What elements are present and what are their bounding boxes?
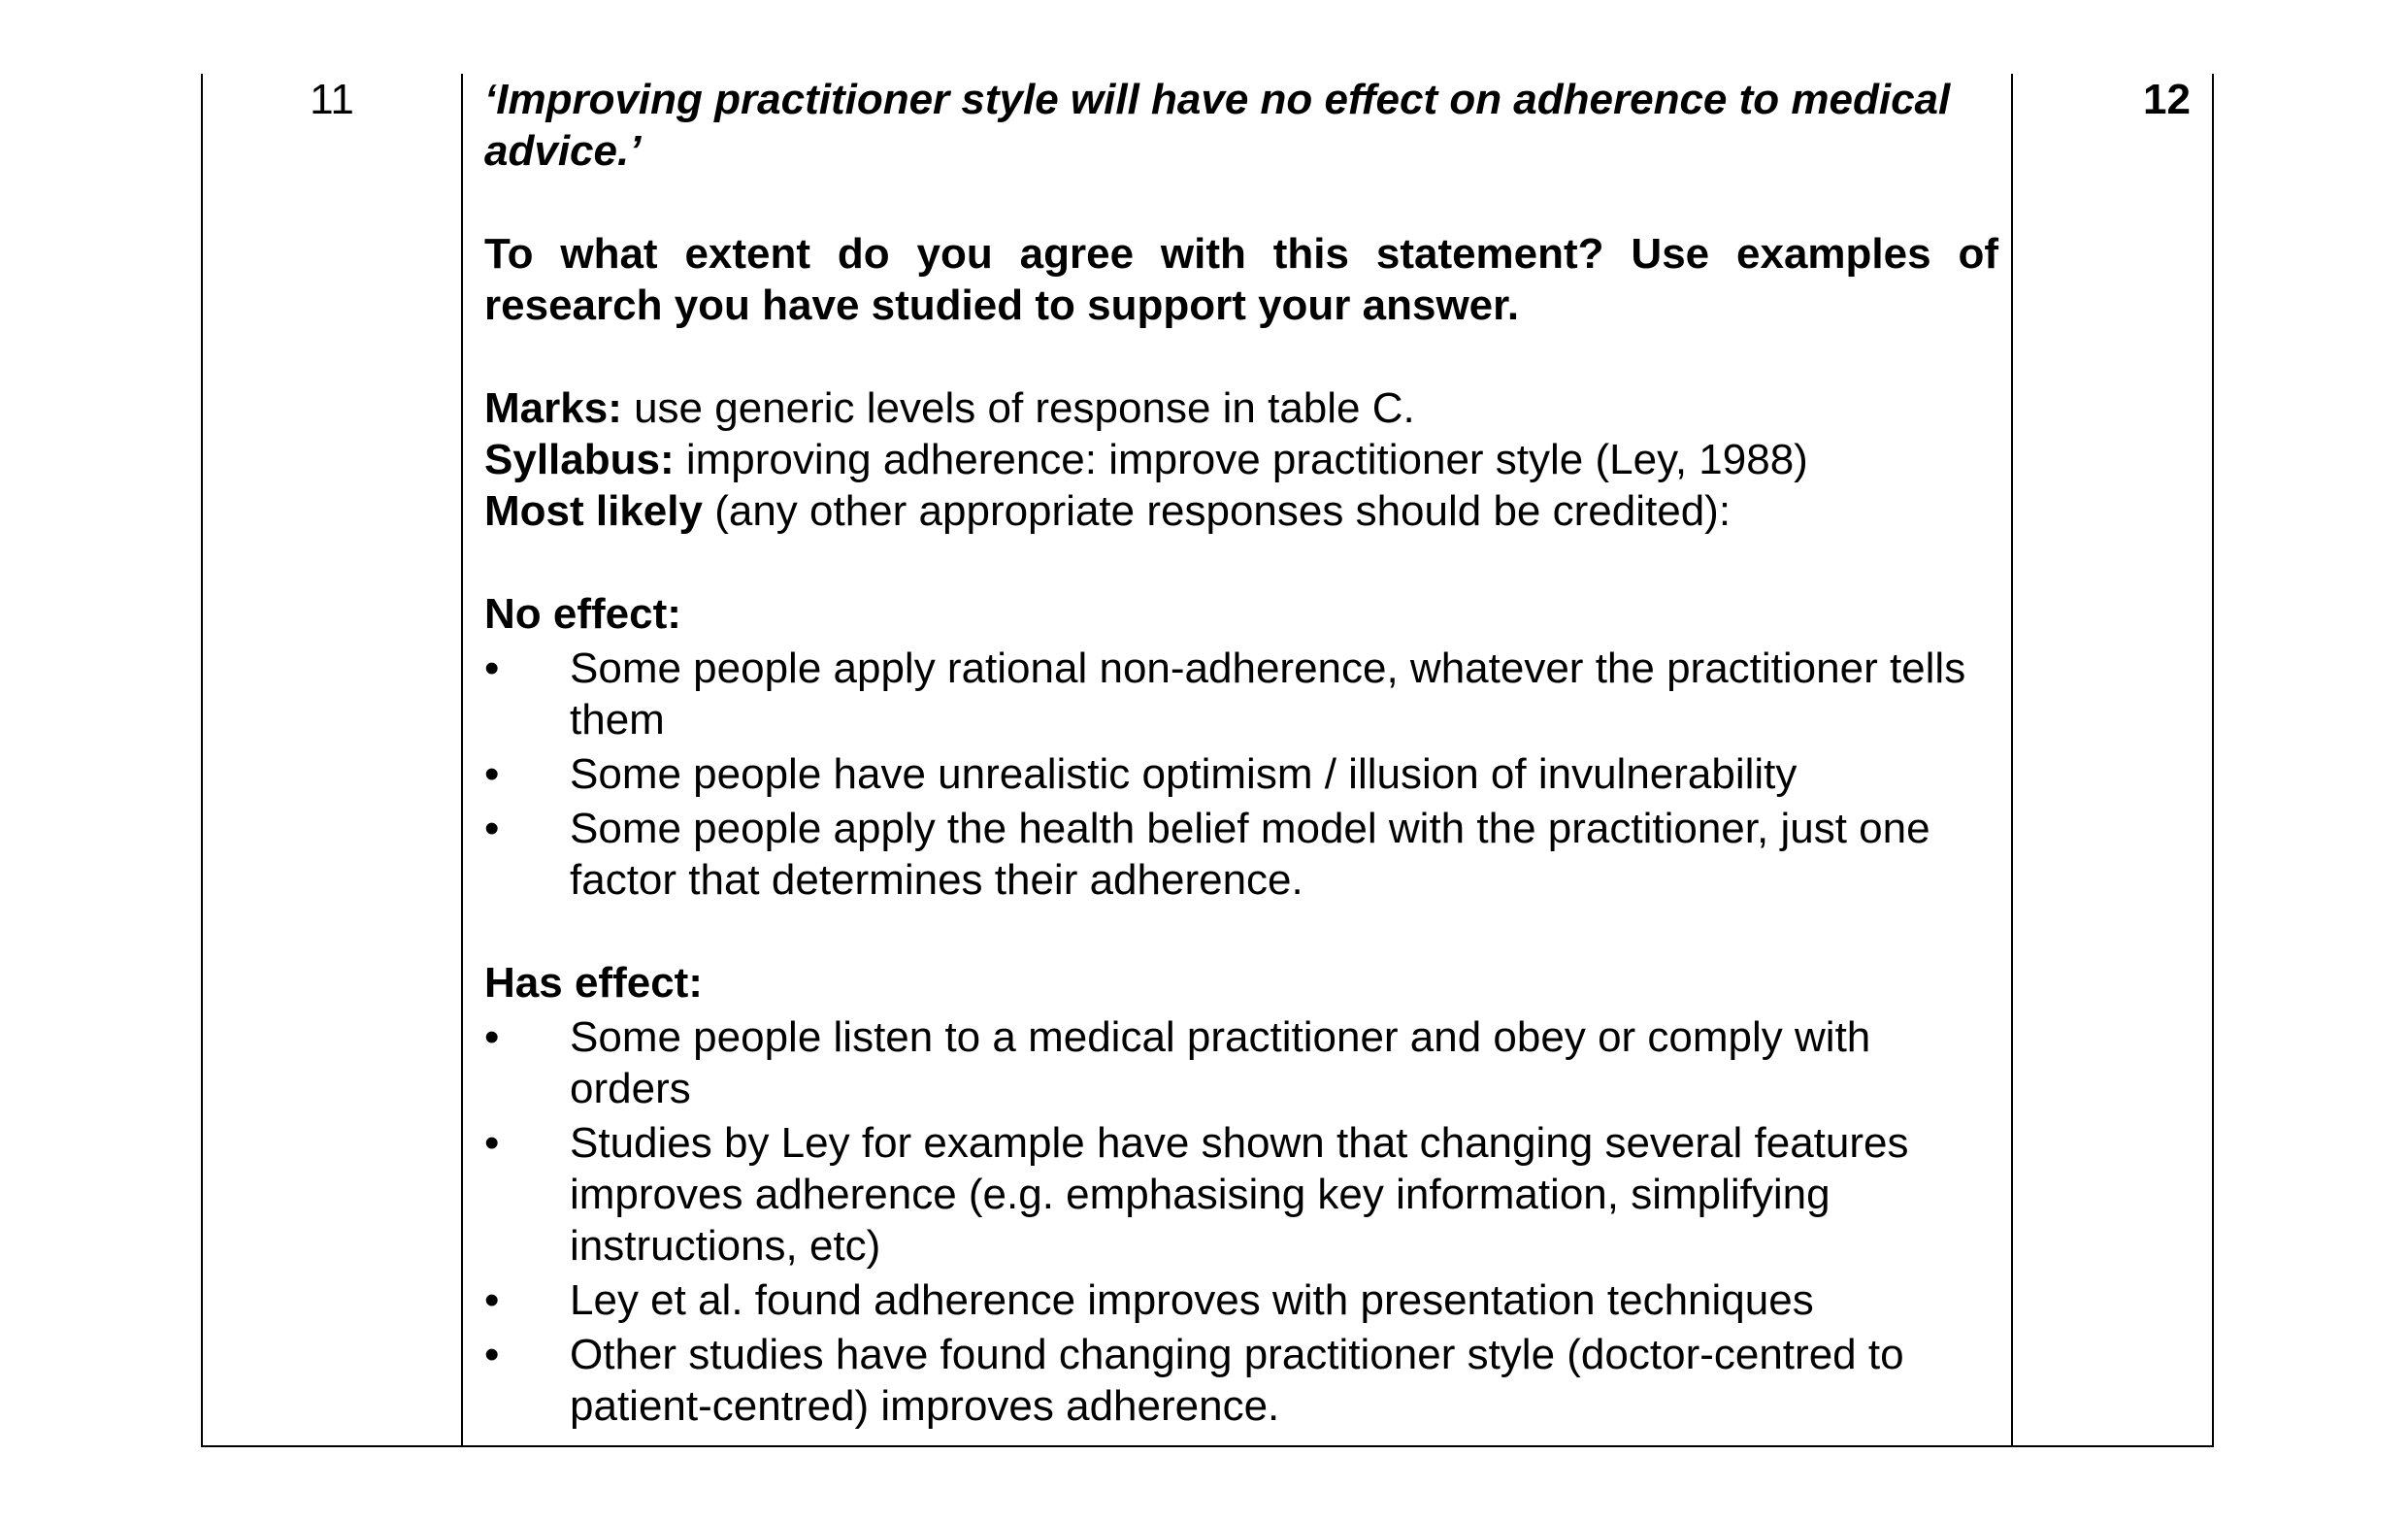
list-item-text: Some people apply the health belief model with the practitioner, just one factor that determines their adherence. <box>570 805 1930 904</box>
list-item-text: Some people listen to a medical practitioner and obey or comply with orders <box>570 1013 1871 1112</box>
marks-line <box>484 382 1998 434</box>
most-likely-line <box>484 485 1998 537</box>
list-item <box>484 1274 1998 1326</box>
most-likely-text: (any other appropriate responses should be credited): <box>702 487 1732 535</box>
syllabus-text: improving adherence: improve practitioner style (Ley, 1988) <box>674 436 1808 483</box>
bullet-icon: • <box>484 805 500 852</box>
column-divider <box>2011 74 2013 1445</box>
syllabus-line <box>484 434 1998 485</box>
no-effect-list <box>484 643 1998 906</box>
bullet-icon: • <box>484 1331 500 1378</box>
has-effect-list <box>484 1011 1998 1432</box>
bullet-icon: • <box>484 1276 500 1324</box>
list-item-text: Studies by Ley for example have shown that changing several features improves adherence (e.g. emphasising key information, simplifying instructions, etc) <box>570 1119 1909 1270</box>
bullet-icon: • <box>484 750 500 798</box>
list-item-text: Other studies have found changing practitioner style (doctor-centred to patient-centred) improves adherence. <box>570 1331 1904 1430</box>
list-item <box>484 1117 1998 1272</box>
question-number: 11 <box>310 76 354 123</box>
list-item <box>484 748 1998 800</box>
question-quote: ‘Improving practitioner style will have no effect on adherence to medical advice.’ <box>484 76 1951 175</box>
question-text: To what extent do you agree with this statement? Use examples of research you have studied to support your answer. <box>484 230 1998 329</box>
answer-cell <box>484 74 1998 1435</box>
list-item <box>484 1329 1998 1432</box>
marks-label: Marks: <box>484 384 622 432</box>
no-effect-heading: No effect: <box>484 590 681 638</box>
column-divider <box>461 74 463 1445</box>
has-effect-heading: Has effect: <box>484 959 703 1007</box>
most-likely-label: Most likely <box>484 487 703 535</box>
list-item-text: Ley et al. found adherence improves with presentation techniques <box>570 1276 1814 1324</box>
list-item <box>484 643 1998 745</box>
syllabus-label: Syllabus: <box>484 436 675 483</box>
list-item <box>484 1011 1998 1114</box>
list-item-text: Some people have unrealistic optimism / illusion of invulnerability <box>570 750 1798 798</box>
bullet-icon: • <box>484 645 500 692</box>
list-item <box>484 803 1998 906</box>
marks-value: 12 <box>2143 76 2191 123</box>
bullet-icon: • <box>484 1013 500 1061</box>
bullet-icon: • <box>484 1119 500 1167</box>
marks-text: use generic levels of response in table C. <box>621 384 1415 432</box>
mark-scheme-table <box>201 74 2214 1447</box>
list-item-text: Some people apply rational non-adherence, whatever the practitioner tells them <box>570 645 1966 744</box>
